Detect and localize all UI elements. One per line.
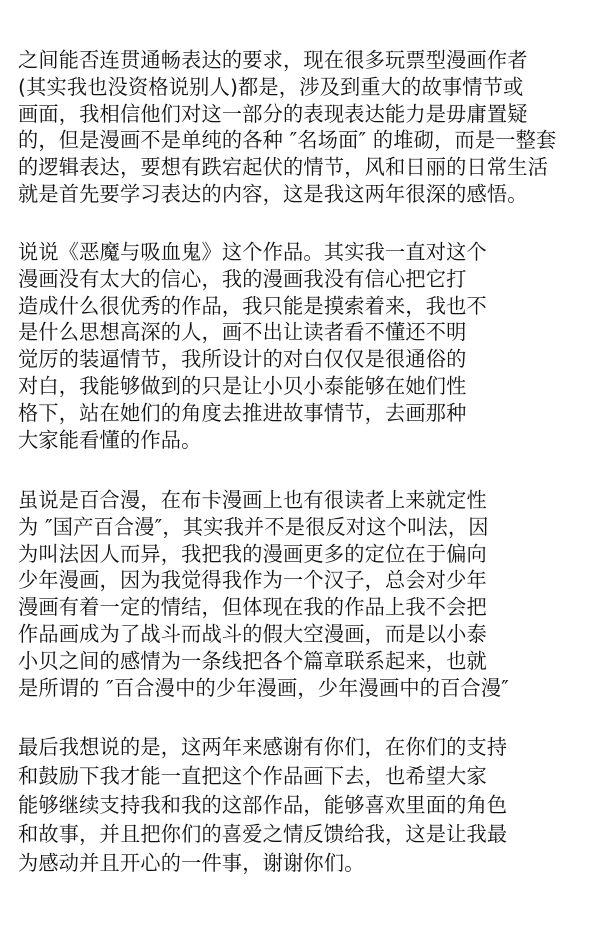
text-line: 少年漫画，因为我觉得我作为一个汉子，总会对少年 [18, 568, 487, 593]
text-line: 就是首先要学习表达的内容，这是我这两年很深的感悟。 [18, 181, 528, 206]
text-line: 为感动并且开心的一件事，谢谢你们。 [18, 851, 365, 875]
text-line: 为叫法因人而异，我把我的漫画更多的定位在于偏向 [18, 541, 487, 566]
text-line: 是所谓的 ″百合漫中的少年漫画，少年漫画中的百合漫″ [18, 675, 510, 700]
text-line: 漫画没有太大的信心，我的漫画我没有信心把它打 [18, 266, 467, 291]
paragraph-1 [18, 47, 588, 208]
text-line: 觉厉的装逼情节，我所设计的对白仅仅是很通俗的 [18, 347, 467, 372]
text-line: 小贝之间的感情为一条线把各个篇章联系起来，也就 [18, 648, 487, 673]
text-line: 格下，站在她们的角度去推进故事情节，去画那种 [18, 400, 467, 425]
text-line: 最后我想说的是，这两年来感谢有你们，在你们的支持 [18, 735, 508, 759]
text-line: 能够继续支持我和我的这部作品，能够喜欢里面的角色 [18, 793, 508, 817]
text-line: 为 ″国产百合漫″，其实我并不是很反对这个叫法，因 [18, 514, 489, 539]
text-line: 作品画成为了战斗而战斗的假大空漫画，而是以小泰 [18, 621, 487, 646]
text-line: 漫画有着一定的情结，但体现在我的作品上我不会把 [18, 595, 487, 620]
text-line: 的，但是漫画不是单纯的各种 ″名场面″ 的堆砌，而是一整套 [18, 128, 557, 153]
text-line: 造成什么很优秀的作品，我只能是摸索着来，我也不 [18, 293, 487, 318]
text-line: 和故事，并且把你们的喜爱之情反馈给我，这是让我最 [18, 822, 508, 846]
paragraph-4 [18, 733, 588, 878]
paragraph-2 [18, 239, 588, 453]
text-line: 之间能否连贯通畅表达的要求，现在很多玩票型漫画作者 [18, 48, 528, 72]
text-line: 和鼓励下我才能一直把这个作品画下去，也希望大家 [18, 764, 487, 788]
paragraph-3 [18, 487, 588, 701]
text-line: 的逻辑表达，要想有跌宕起伏的情节，风和日丽的日常生活 [18, 155, 549, 180]
text-line: 虽说是百合漫，在布卡漫画上也有很读者上来就定性 [18, 488, 487, 512]
text-line: 画面，我相信他们对这一部分的表现表达能力是毋庸置疑 [18, 101, 528, 126]
text-line: 说说《恶魔与吸血鬼》这个作品。其实我一直对这个 [18, 240, 487, 264]
text-line: 是什么思想高深的人，画不出让读者看不懂还不明 [18, 320, 467, 345]
text-line: (其实我也没资格说别人)都是，涉及到重大的故事情节或 [18, 74, 524, 99]
text-line: 对白，我能够做到的只是让小贝小泰能够在她们性 [18, 373, 467, 398]
text-line: 大家能看懂的作品。 [18, 427, 202, 452]
